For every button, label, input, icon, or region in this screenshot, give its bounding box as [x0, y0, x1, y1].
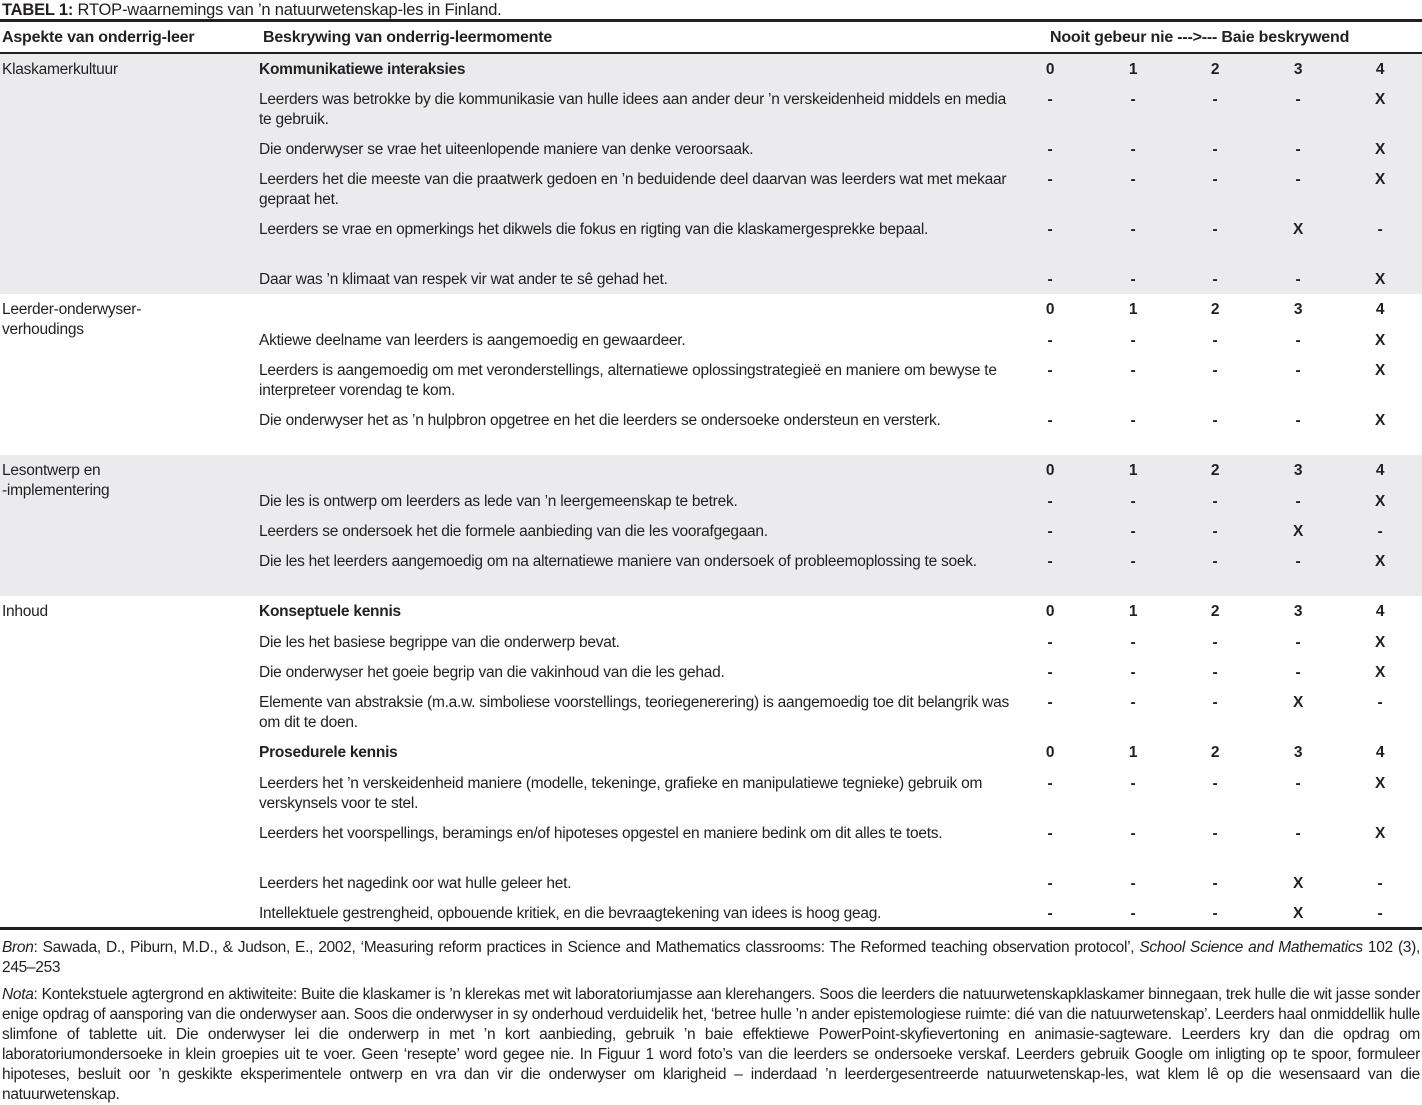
score-empty: -: [1212, 775, 1218, 792]
score-empty: -: [1130, 412, 1136, 429]
score-empty: -: [1212, 493, 1218, 510]
score-empty: -: [1130, 905, 1136, 922]
source-text-tail: 102 (3), 245–253: [2, 939, 1420, 976]
score-empty: -: [1212, 141, 1218, 158]
scale-label: 0: [1045, 603, 1055, 620]
score-empty: -: [1212, 634, 1218, 651]
subsection-heading: Prosedurele kennis: [259, 744, 398, 761]
score-empty: -: [1377, 875, 1383, 892]
score-empty: -: [1212, 412, 1218, 429]
source-text: : Sawada, D., Piburn, M.D., & Judson, E., 2002, ‘Measuring reform practices in Science and Mathematics classrooms: The Reformed teaching observation protocol’,: [33, 939, 1140, 956]
scale-label: 1: [1128, 603, 1138, 620]
score-empty: -: [1130, 694, 1136, 711]
scale-label: 2: [1210, 462, 1220, 479]
source-label: Bron: [2, 939, 34, 956]
score-empty: -: [1047, 664, 1053, 681]
score-empty: -: [1130, 825, 1136, 842]
scale-label: 2: [1210, 603, 1220, 620]
table-row-description: Leerders het die meeste van die praatwerk gedoen en ’n beduidende deel daarvan was leerders wat met mekaar gepraat het.: [259, 171, 1007, 208]
score-empty: -: [1212, 91, 1218, 108]
score-empty: -: [1377, 905, 1383, 922]
scale-label: 4: [1375, 603, 1385, 620]
scale-label: 4: [1375, 61, 1385, 78]
score-empty: -: [1212, 825, 1218, 842]
scale-label: 3: [1293, 462, 1303, 479]
scale-label: 0: [1045, 462, 1055, 479]
aspect-line: Lesontwerp en: [2, 462, 101, 479]
score-empty: -: [1130, 171, 1136, 188]
score-empty: -: [1047, 493, 1053, 510]
scale-label: 1: [1128, 744, 1138, 761]
aspect-leerder-onderwyser: [2, 300, 242, 340]
score-empty: -: [1212, 221, 1218, 238]
table-row-description: Die onderwyser se vrae het uiteenlopende maniere van denke veroorsaak.: [259, 141, 754, 158]
bottom-rule: [0, 927, 1422, 930]
score-mark: X: [1292, 905, 1304, 922]
table-row-description: Leerders het voorspellings, beramings en/of hipoteses opgestel en maniere bedink om dit alles te toets.: [259, 825, 943, 842]
score-empty: -: [1130, 332, 1136, 349]
score-empty: -: [1295, 664, 1301, 681]
score-mark: X: [1374, 634, 1386, 651]
score-empty: -: [1212, 694, 1218, 711]
score-empty: -: [1130, 664, 1136, 681]
score-empty: -: [1212, 362, 1218, 379]
score-mark: X: [1374, 775, 1386, 792]
score-empty: -: [1295, 91, 1301, 108]
score-empty: -: [1047, 694, 1053, 711]
scale-label: 3: [1293, 744, 1303, 761]
score-mark: X: [1292, 221, 1304, 238]
table-row-description: Leerders se ondersoek het die formele aanbieding van die les voorafgegaan.: [259, 523, 768, 540]
scale-label: 1: [1128, 61, 1138, 78]
table-row-description: Leerders het nagedink oor wat hulle geleer het.: [259, 875, 572, 892]
score-empty: -: [1212, 664, 1218, 681]
scale-label: 2: [1210, 744, 1220, 761]
score-mark: X: [1292, 694, 1304, 711]
source-journal: School Science and Mathematics: [1139, 939, 1363, 956]
score-empty: -: [1047, 271, 1053, 288]
score-mark: X: [1374, 271, 1386, 288]
score-empty: -: [1047, 141, 1053, 158]
score-empty: -: [1295, 332, 1301, 349]
aspect-line: Leerder-onderwyser-: [2, 301, 142, 318]
header-description: Beskrywing van onderrig-leermomente: [263, 29, 553, 46]
scale-label: 0: [1045, 61, 1055, 78]
top-rule: [0, 19, 1422, 22]
score-empty: -: [1130, 362, 1136, 379]
scale-label: 1: [1128, 301, 1138, 318]
score-empty: -: [1130, 523, 1136, 540]
scale-label: 3: [1293, 301, 1303, 318]
scale-label: 4: [1375, 462, 1385, 479]
score-empty: -: [1295, 493, 1301, 510]
table-row-description: Die les het leerders aangemoedig om na alternatiewe maniere van ondersoek of probleemoplossing te soek.: [259, 553, 977, 570]
score-empty: -: [1130, 634, 1136, 651]
score-mark: X: [1374, 493, 1386, 510]
table-row-description: Elemente van abstraksie (m.a.w. simboliese voorstellings, teoriegenerering) is aangemoedig toe dit belangrik was om dit te doen.: [259, 694, 1009, 731]
score-empty: -: [1047, 553, 1053, 570]
table-row-description: Intellektuele gestrengheid, opbouende kritiek, en die bevraagtekening van idees is hoog geag.: [259, 905, 882, 922]
score-empty: -: [1047, 91, 1053, 108]
aspect-klaskamerkultuur: Klaskamerkultuur: [2, 61, 118, 78]
score-mark: X: [1374, 332, 1386, 349]
scale-label: 3: [1293, 61, 1303, 78]
score-mark: X: [1374, 362, 1386, 379]
score-mark: X: [1374, 91, 1386, 108]
score-mark: X: [1374, 553, 1386, 570]
score-empty: -: [1047, 634, 1053, 651]
score-empty: -: [1212, 553, 1218, 570]
table-row-description: Die les het basiese begrippe van die onderwerp bevat.: [259, 634, 620, 651]
subsection-heading: Konseptuele kennis: [259, 603, 401, 620]
score-empty: -: [1295, 825, 1301, 842]
note-footnote: [2, 985, 1420, 1105]
score-empty: -: [1130, 553, 1136, 570]
scale-label: 4: [1375, 301, 1385, 318]
score-empty: -: [1047, 221, 1053, 238]
score-empty: -: [1047, 332, 1053, 349]
score-empty: -: [1130, 141, 1136, 158]
table-row-description: Die onderwyser het as ’n hulpbron opgetree en het die leerders se ondersoeke ondersteun en versterk.: [259, 412, 941, 429]
score-empty: -: [1130, 875, 1136, 892]
score-empty: -: [1295, 141, 1301, 158]
table-caption: [2, 0, 502, 20]
table-row-description: Daar was ’n klimaat van respek vir wat ander te sê gehad het.: [259, 271, 668, 288]
aspect-inhoud: Inhoud: [2, 603, 48, 620]
score-empty: -: [1047, 825, 1053, 842]
scale-label: 3: [1293, 603, 1303, 620]
score-empty: -: [1295, 412, 1301, 429]
score-mark: X: [1292, 875, 1304, 892]
scale-label: 2: [1210, 61, 1220, 78]
caption-label: TABEL 1:: [2, 1, 74, 19]
score-empty: -: [1212, 905, 1218, 922]
score-empty: -: [1377, 221, 1383, 238]
score-empty: -: [1047, 875, 1053, 892]
scale-label: 1: [1128, 462, 1138, 479]
scale-label: 0: [1045, 301, 1055, 318]
table-row-description: Leerders het ’n verskeidenheid maniere (modelle, tekeninge, grafieke en manipulatiewe tegnieke) gebruik om verskynsels voor te stel.: [259, 775, 983, 812]
score-empty: -: [1212, 271, 1218, 288]
scale-label: 2: [1210, 301, 1220, 318]
score-mark: X: [1292, 523, 1304, 540]
score-empty: -: [1130, 91, 1136, 108]
score-empty: -: [1047, 362, 1053, 379]
score-empty: -: [1130, 775, 1136, 792]
score-empty: -: [1295, 775, 1301, 792]
source-footnote: [2, 938, 1420, 978]
note-text: : Kontekstuele agtergrond en aktiwiteite: Buite die klaskamer is ’n klerekas met wit laboratoriumjasse aan klerehangers. Soos die leerders die natuurwetenskapklaskamer binnegaan, trek hulle die wit jasse sonder enige opdrag of aansporing van die onderwyser aan. Soos die onderwyser in sy onderhoud verduidelik het, ‘betree hulle ’n ander epistemologiese ruimte: dié van die natuurwetenskap’. Leerders haal onmiddellik hulle slimfone of tablette uit. Die onderwyser lei die onderwerp in met ’n kort aanbieding, gebruik ’n baie effektiewe PowerPoint-skyfievertoning en animasie-sagteware. Leerders kry dan die opdrag om laboratoriumondersoeke in klein groepies uit te voer. Geen ‘resepte’ word gegee nie. In Figuur 1 word foto’s van die leerders se ondersoeke verskaf. Leerders gebruik Google om inligting op te spoor, formuleer hipoteses, besluit oor ’n geskikte eksperimentele ontwerp en vra dan vir die onderwyser om klarigheid – inderdaad ’n leerdergesentreerde natuurwetenskap-les, wat klem lê op die wesensaard van die natuurwetenskap.: [2, 986, 1420, 1103]
aspect-line: verhoudings: [2, 321, 84, 338]
score-empty: -: [1295, 634, 1301, 651]
score-empty: -: [1295, 271, 1301, 288]
aspect-line: -implementering: [2, 482, 110, 499]
score-empty: -: [1377, 694, 1383, 711]
score-empty: -: [1295, 362, 1301, 379]
score-empty: -: [1295, 553, 1301, 570]
score-empty: -: [1130, 221, 1136, 238]
score-empty: -: [1047, 523, 1053, 540]
aspect-lesontwerp: [2, 461, 242, 501]
table-row-description: Leerders se vrae en opmerkings het dikwels die fokus en rigting van die klaskamergesprekke bepaal.: [259, 221, 929, 238]
scale-label: 4: [1375, 744, 1385, 761]
score-empty: -: [1047, 775, 1053, 792]
score-empty: -: [1130, 493, 1136, 510]
header-scale: Nooit gebeur nie --->--- Baie beskrywend: [1050, 29, 1350, 46]
score-mark: X: [1374, 171, 1386, 188]
score-empty: -: [1295, 171, 1301, 188]
score-empty: -: [1047, 905, 1053, 922]
score-empty: -: [1212, 332, 1218, 349]
subsection-heading: Kommunikatiewe interaksies: [259, 61, 466, 78]
score-empty: -: [1212, 875, 1218, 892]
caption-text: RTOP-waarnemings van ’n natuurwetenskap-les in Finland.: [77, 1, 502, 19]
score-mark: X: [1374, 825, 1386, 842]
table-row-description: Aktiewe deelname van leerders is aangemoedig en gewaardeer.: [259, 332, 686, 349]
table-row-description: Leerders is aangemoedig om met veronderstellings, alternatiewe oplossingstrategieë en maniere om bewyse te interpreteer vorendag te kom.: [259, 362, 997, 399]
score-mark: X: [1374, 141, 1386, 158]
score-empty: -: [1212, 171, 1218, 188]
score-empty: -: [1212, 523, 1218, 540]
score-empty: -: [1047, 412, 1053, 429]
header-aspect: Aspekte van onderrig-leer: [2, 29, 195, 46]
score-empty: -: [1047, 171, 1053, 188]
table-row-description: Die onderwyser het goeie begrip van die vakinhoud van die les gehad.: [259, 664, 725, 681]
scale-label: 0: [1045, 744, 1055, 761]
table-row-description: Leerders was betrokke by die kommunikasie van hulle idees aan ander deur ’n verskeidenheid middels en media te gebruik.: [259, 91, 1006, 128]
score-empty: -: [1130, 271, 1136, 288]
score-empty: -: [1377, 523, 1383, 540]
score-mark: X: [1374, 664, 1386, 681]
note-label: Nota: [2, 986, 34, 1003]
score-mark: X: [1374, 412, 1386, 429]
table-row-description: Die les is ontwerp om leerders as lede van ’n leergemeenskap te betrek.: [259, 493, 738, 510]
